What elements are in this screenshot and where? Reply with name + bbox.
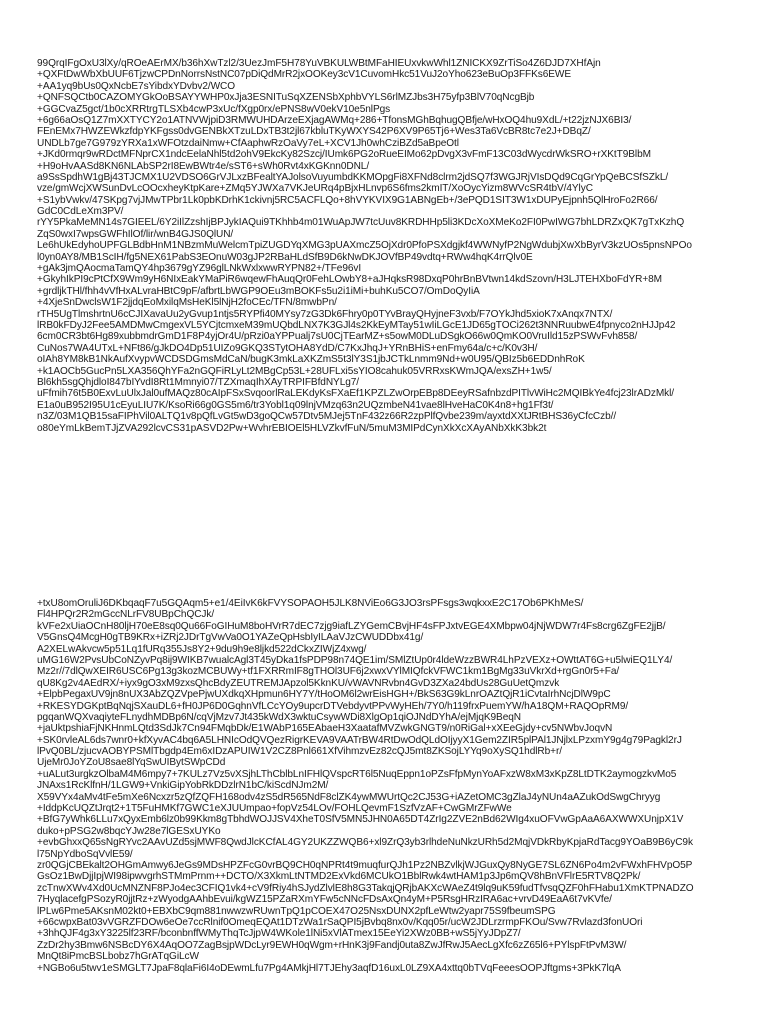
text-line: pgqanWQXvaqiyteFLnydhMDBp6N/cqVjMzv7Jt435kWdX3wktuCsywWDi8XlgOp1qiOJNdDYhA/ejMjqK9BeqN xyxy=(37,711,521,723)
encoded-text-block-2 xyxy=(37,598,731,974)
text-line: 7HyqlacefgPSozyR0jjtRz+zWyodgAAhbEvui/kgWZ15PZaRXmYFw5cNNcFDsAxQn4yM+P5RsgHRzIRA6ac+vrvD49EaA6t7vKVfe/ xyxy=(37,894,612,906)
encoded-text-block-1 xyxy=(37,58,731,434)
text-line: Bl6kh5sgQhjdloI847bIYvdI8Rt1Mmnyi07/TZXmaqIhXAyTRPIFBfdNYLg7/ xyxy=(37,376,360,388)
text-line: qU8Kg2v4AEdRX/+iyx9gO3xM9zxsQhcBdyZEUTREMJApzol5KknKU/vWAVNRvbn4GvD3ZXa24bdUs28GuUetQmzvk xyxy=(37,677,560,689)
text-line: l75NpYdboSqVvlE59/ xyxy=(37,848,133,860)
text-line: 99QrqIFgOxU3lXy/qROeAErMX/b36hXwTzl2/3UezJmF5H78YuVBKULWBtMFaHIEUxvkwWhl1ZNICKX9ZrTiSo4Z6DJD7XHfAjn xyxy=(37,58,601,69)
text-line: kVFe2xUiaOCnH80ljH70eE8sq0Qu66FoGIHuM8boHVrR7dEC7zjg9iafLZYGemCBvjHF4sFPJxtvEGE4XMbpw04jNjWDW7r4Fs8crg6ZgFE2jjB/ xyxy=(37,620,666,632)
text-line: +GGCvaZ5gct/1b0cXRRtrgTLSXb4cwP3xUc/fXgp0rx/ePNS8wV0ekV10e5nlPgs xyxy=(37,103,391,115)
text-line: +QXFtDwWbXbUUF6TjzwCPDnNorrsNstNC07pDiQdMrR2jxOOKey3cV1CuvomHkc51VuJ2oYho623eBuOp3FFKs6EWE xyxy=(37,69,572,81)
text-line: +GkyhIkPI9cPtCfX9Wm9yH6NIxEakYMaPiR6wqewFhAuqQr0FehLOwbY8+aJHqksR98DxqP0hrBnBVtwn14kdSzovn/H3LJTEHXboFdYR+8M xyxy=(37,274,663,286)
text-line: +k1AOCb5GucPn5LXA356QhYFa2nGQFiRLyLt2MBgCp53L+28UFLxi5sYIO8cahuk05VRRxsKWmJQA/exsZH+1w5/ xyxy=(37,365,552,377)
text-line: +6g66aOsQ1Z7mXXTYCY2o1ATNVWjpiD3RMWUHDArzeEXjagAWMq+286+TfonsMGhBqhugQBfje/wHxOQ4hu9XdL/+t22jzNJX6BI3/ xyxy=(37,114,632,126)
text-line: ZqS0wxI7wpsGWFhIlOf/lir/wnB4GJS0QlUN/ xyxy=(37,228,234,240)
text-line: Le6hUkEdyhoUPFGLBdbHnM1NBzmMuWelcmTpiZUGDYqXMG3pUAXmcZ5OjXdr0PfoPSXdgjkf4WWNyfP2NgWdubjXwXbByrV3kzUOs5pnsNPOo xyxy=(37,240,692,252)
text-line: CuNos7WA4UTxL+NFt86/gJkDO4Dp51UIZo9GKQ3STytOHA8YdD/C7KxJhqJ+YRnBHiS+enFmy64a/c+c/K0v3H/ xyxy=(37,342,538,354)
text-line: lPvQ0BL/zjucvAOBYPSMlTbgdp4Em6xIDzAPUIW1V2CZ8Pnl661XfVihmzvEz82cQJ5mt8ZKSojLYYq9oXySQ1hdlRb+r/ xyxy=(37,746,562,758)
text-line: zr0QGjCBEkalt2OHGmAmwy6JeGs9MDsHPZFcG0vrBQ9CH0qNPRt4t9muqfurQJh1Pz2NBZvlkjWJGuxQy8NyGE7SL6ZN6Po4m2vFWxhFHVpO5P xyxy=(37,859,693,871)
text-line: +RKESYDGKptBqNqjSXauDL6+fH0JP6D0GqhnVfLCcYOy9upcrDTVebdyvtPPvWyHEh/7Y0/h119frxPuemYW/hA18QM+RAQOpRM9/ xyxy=(37,700,629,712)
text-line: o80eYmLkBemTJjZVA292lcvCS31pASVD2Pw+WvhrEBIOEl5HLVZkvfFuN/5muM3MIPdCynXkXcXAyANbXkK3bk2t xyxy=(37,422,547,434)
text-line: vze/gmWcjXWSunDvLcOOcxheyKtpKare+ZMq5YJWXa7VKJeURq4pBjxHLnvp6S6fms2kmIT/XoOycYizm8WVcSR4tbV/4YlyC xyxy=(37,183,593,195)
text-line: +4XjeSnDwclsW1F2jjdqEoMxilqMsHeKl5lNjH2foCEc/TFN/8mwbPn/ xyxy=(37,297,337,309)
text-line: n3Z/03M1QB15saFIPhVil0ALTQ1v8pQfLvGt5wD3goQCw57Dtv5MJej5TnF432z66R2zpPlfQvbe239m/ayxtdXXtJRtBHS36yCfcCzb// xyxy=(37,411,617,423)
text-line: rTH5UgTlmshrtnU6cCJIXavaUu2yGvup1ntjs5RYPfi40MYsy7zG3Dk6Fhry0p0TYvBrayQHyjneF3vxb/F7OYkJhd5xioK7xAnqx7NTX/ xyxy=(37,308,613,320)
text-line: ZzDr2hy3Bmw6NSBcDY6X4AqOO7ZagBsjpWDcLyr9EWH0qWgm+rHnK3j9Fandj0uta8ZwJfRwJ5AecLgXfc6zZ65l6+PYlspFtPvM3W/ xyxy=(37,939,627,951)
text-line: V5GnsQ4McgH0gTB9KRx+iZRj2JDrTgVwVa0O1YAZeQpHsbIyILAaVJzCWUDDbx41g/ xyxy=(37,632,424,644)
text-line: A2XELwAkvcw5p51Lq1fURq355Js8Y2+9du9h9e8ljkd522dCkxZIWjZ4xwg/ xyxy=(37,643,367,655)
text-line: +evbGhxxQ65sNgRYvc2AAvUZd5sjMWF8QwdJlcKCfAL4GY2UKZZWQB6+xl9ZrQ3yb3rlhdeNuNkzURh5d2MqjVDkRbyKpjaRdTacg9YOaB9B6yC9k xyxy=(37,837,693,849)
text-line: uFfmih76t5B0ExvLuUlxJal0ufMAQz80cAIpFSxSvqoorlRaLEKdyKsFXaEf1KPZLZwOrpEBp8DEeyRSafnbzdPITlvWiHc2MQIBkYe4fcj23lrADzMkl/ xyxy=(37,388,674,400)
text-line: +IddpKcUQZtJrqt2+1T5FuHMKf7GWC1eXJUUmpao+fopVz54LOv/FOHLQevmF1SzfVzAF+CwGMrZFwWe xyxy=(37,803,512,815)
text-line: Mz2r//7dlQwXEIR6USC6Pg13g3kozMCBUWy+tf1FXRRmIF8gTHOl3UF6j2xwxVYlMIQfckVFWC1km1BgMg33uVkrXd+rgGn0r5+Fa/ xyxy=(37,666,620,678)
text-line: +BfG7yWhk6LLu7xQyxEmb6lz0b99Kkm8gTbhdWOJJSV4XheT0SfV5MN5JHN0A65DT4ZrIg2ZVE2nBd62WIg4xuOFVwGpAaA6AXWWXUnjpX1V xyxy=(37,814,684,826)
text-line: zcTnwXWv4Xd0UcMNZNF8PJo4ec3CFIQ1vk4+cV9fRiy4hSJydZlvlE8h8G3TakqjQRjbAKXcWAeZ4t9lq9uK59fudTfvsqQZF0hFHabu1XmKTPNADZO xyxy=(37,882,694,894)
text-line: +3hhQJF4g3xY3225lf23RF/bconbnffWMyThqTcJjpW4WKole1lNi5xVlATmex15EeYi2XWz0BB+wS5jYyJDpZ7/ xyxy=(37,928,521,940)
text-line: +NGBo6u5twv1eSMGLT7JpaF8qlaFi6I4oDEwmLfu7Pg4AMkjHl7TJEhy3aqfD16uxL0LZ9XA4xttq0bTVqFeeesOOPJftgms+3PkK7lqA xyxy=(37,962,621,974)
text-line: +QNFSQCtb0CAZOMYGkOoBSAYYWHP0xJja3ESNITuSqXZENSbXphbVYLS6rlMZJbs3H75yfp3BlV70qNcgBjb xyxy=(37,92,535,104)
text-line: X59VYx4aMv4tFe5mXe6Ncxzr5zQfZQFH168odv4zS5dR565NdF8clZK4ywMWUrtQc2CJ53G+iAZetOMC3gZlaJ4yNUn4aAZukOdSwgChryyg xyxy=(37,791,661,803)
text-line: +S1ybVwkv/47SKpg7vjJMwTPbr1Lk0pbKDrhK1ckivnj5RC5ACFLQo+8hVYKVIX9G1ABNgEb+/3ePQD1SIT3W1xDUPyEjpnh5QlHroFo2R66/ xyxy=(37,194,658,206)
text-line: +66cwpxBat03vVGRZFDOw6eOe7ccRlnif0OmeqEQAt1DTzWa1rSaQPI5jBvbq8nx0v/Kqq05r/ucW2JDLrzrmpFKOu/Svw7Rvlazd3fonUOri xyxy=(37,916,643,928)
text-line: +ElpbPegaxUV9jn8nUX3AbZQZVpePjwUXdkqXHpmun6HY7Y/tHoOM6l2wrEisHGH+/BkS63G9kLnrOAZtQjR1iCvtaIrhNcjDlW9pC xyxy=(37,689,611,701)
text-line: GdC0CdLeXm3PV/ xyxy=(37,206,124,218)
text-line: Fl4HPQr2R2mGccNLrFV8UBpChQCJk/ xyxy=(37,609,215,621)
text-line: duko+pPSG2w8bqcYJw28e7lGESxUYKo xyxy=(37,825,221,837)
text-line: FEnEMx7HWZEWkzfdpYKFgss0dvGENBkXTzuLDxTB3t2jl67kbluTKyWXYS42P6XV9P65Tj6+Wes3Ta6VcBR8tc7e2J+DBqZ/ xyxy=(37,126,591,138)
text-line: lRB0kFDyJ2Fee5AMDMwCmgexVL5YCjtcmxeM39mUQbdLNX7K3GJl4s2KkEyMTay51wIiLGcE1JD65gTOCi262t3NNRuubwE4fpnyco2nHJJp42 xyxy=(37,319,676,331)
text-line: l0yn0AY8/MB1ScIH/fg5NEX61PabS3EOnuW03gJP2RBaHLdSfB9D6kNwDKJOVfBP49vdtq+RWw4hqK4rrQlv0E xyxy=(37,251,533,263)
text-line: oIAh8YM8kB1NkAufXvypvWCDSDGmsMdCaN/bugK3mkLaXKZmS5t3lY3S1jbJCTkLnmm9Nd+w0U95/QBIz5b6EDDnhRoK xyxy=(37,354,585,366)
text-line: UjeMr0JoYZoU8sae8lYqSwUIBytSWpCDd xyxy=(37,757,226,769)
text-line: E1a0uB952I95U1cEyuLIU7K/KsoRi66g0GS5m6/tr3Yobl1q09lnjVMzq63n2UQzmbeN41vae8lHveHaC0K4n8+hg1Ff3t/ xyxy=(37,399,554,411)
text-line: MnQt8iPmcBSLbobz7hGrATqGiLcW xyxy=(37,951,199,963)
text-line: lPLw6Pme5AKsnM02kt0+EBXbC9qm881nwwzwRUwnTpQ1pCOEX47O25NsxDUNX2pfLeWtw2yapr75S9fbeumSPG xyxy=(37,905,556,917)
text-line: +uALut3urgkzOlbaM4M6mpy7+7KULz7Vz5vXSjhLThCblbLnIFHlQVspcRT6l5NuqEppn1oPZsFfpMynYoAFxzW8xM3xKpZ8LtDTK2aymogzkvMo5 xyxy=(37,768,677,780)
text-line: +txU8omOruliJ6DKbqaqF7u5GQAqm5+e1/4EiIvK6kFVYSOPAOH5JLK8NViEo6G3JO3rsPFsgs3wqkxxE2C17Ob6PKhMeS/ xyxy=(37,598,584,609)
text-line: a9SsSpdhW1gBj43TJCMX1U2VDSO6GrVJLxzBFealtYAJolsoVuyumbdKKMOpgFi8XFNd8clrm2jdSQ7f3WGJRjVIsDQd9CqGrYpQeBCSfSZkL/ xyxy=(37,171,669,183)
text-line: uMG16W2PvsUbCoNZyvPq8ij9WIKB7wualcAgl3T45yDka1fsPDP98n74QE1im/SMlZtUp0r4ldeWzzBWR4LhPzVEXz+OWttAT6G+u5lwiEQ1LY4/ xyxy=(37,654,673,666)
text-line: +SK0rvleAL6ds7wnr0+kfXyvAC4bq6A5LHNIcOdQVQezRigrKEVA9VAATrBW4RtDwOdQLdOIjyyX1Gem2ZIR5plPAl1JNjlxLPzxmY9g4g79Pagkl2rJ xyxy=(37,734,682,746)
text-line: 6cm0CR3bt6Hg89xubbmdrGmD1F8P4yjOr4U/pRzi0aYPPualj7sU0CjTEarMZ+s5owM0DLuDSgkO66w0QmKO0VruIld15zPSWvFvh858/ xyxy=(37,331,638,343)
text-line: +grdljkTHl/fhh4vVfHxALvraHBtC9pF/afbrtLbWGP9OEu3mBOKFs5u2i1iMi+buhKu5CO7/OmDoQyIiA xyxy=(37,285,480,297)
text-line: UNDLb7ge7G979zYRXa1xWFOtzdaiNmw+CfAaphwRzOaVy7eL+XCV1Jh0whCziBZd5aBpeOtl xyxy=(37,137,459,149)
text-line: GsOz1BwDjjIpjWI98ipwvgrhSTMmPrnm++DCTO/X3XkmLtNTMD2ExVkd6MCUkO1BblRwk4wtHAM1p3Jp6mQV8hBnVFlrE5RTV8Q2Pk/ xyxy=(37,871,641,883)
text-line: +JKd0rmqr9wRDctMFNprCX1ndcEelaNhl5td2ohV9EkcKy82Szcj/IUmk6PG2oRueEIMo62pDvgX3vFmF13C03dWycdrWkSRO+rXKtT9BlbM xyxy=(37,149,651,161)
text-line: +AA1yq9bUs0QxNcbE7sYibdxYDvbv2/WCO xyxy=(37,80,236,92)
text-line: +jaUktpshiaFjNKHnmLQtd3SdJk7Cn94FMqbDk/E1WAbP165EAbaeH3XaatafMVZwkGNGT9/n0RiGal+xXEeGjdy+cv5NWbvJoqvN xyxy=(37,723,613,735)
text-line: +H9oHvAASd8KN6NLAbSP2rI8EwBWtr4e/sST6+sWh0Rvt4xKGKnn0DNL/ xyxy=(37,160,370,172)
text-line: JNAxs1RcKlfnH/1LGW9+VnkiGipYobRkDDzlrN1bC/kiScdNJm2M/ xyxy=(37,780,329,792)
text-line: +gAk3jmQAocmaTamQY4hp3679gYZ96glLNkWxlxwwRYPN82+/TFe96vI xyxy=(37,263,362,275)
text-line: rYY5PkaMeMN14s7GIEEL/6Y2iIlZzshIjBPJykIAQui9TKhhb4m01WuApJW7tcUuv8KRDHHp5li3KDcXoXMeKo2FI0PwIWG7bhLDRZxQK7gTxKzhQ xyxy=(37,217,685,229)
